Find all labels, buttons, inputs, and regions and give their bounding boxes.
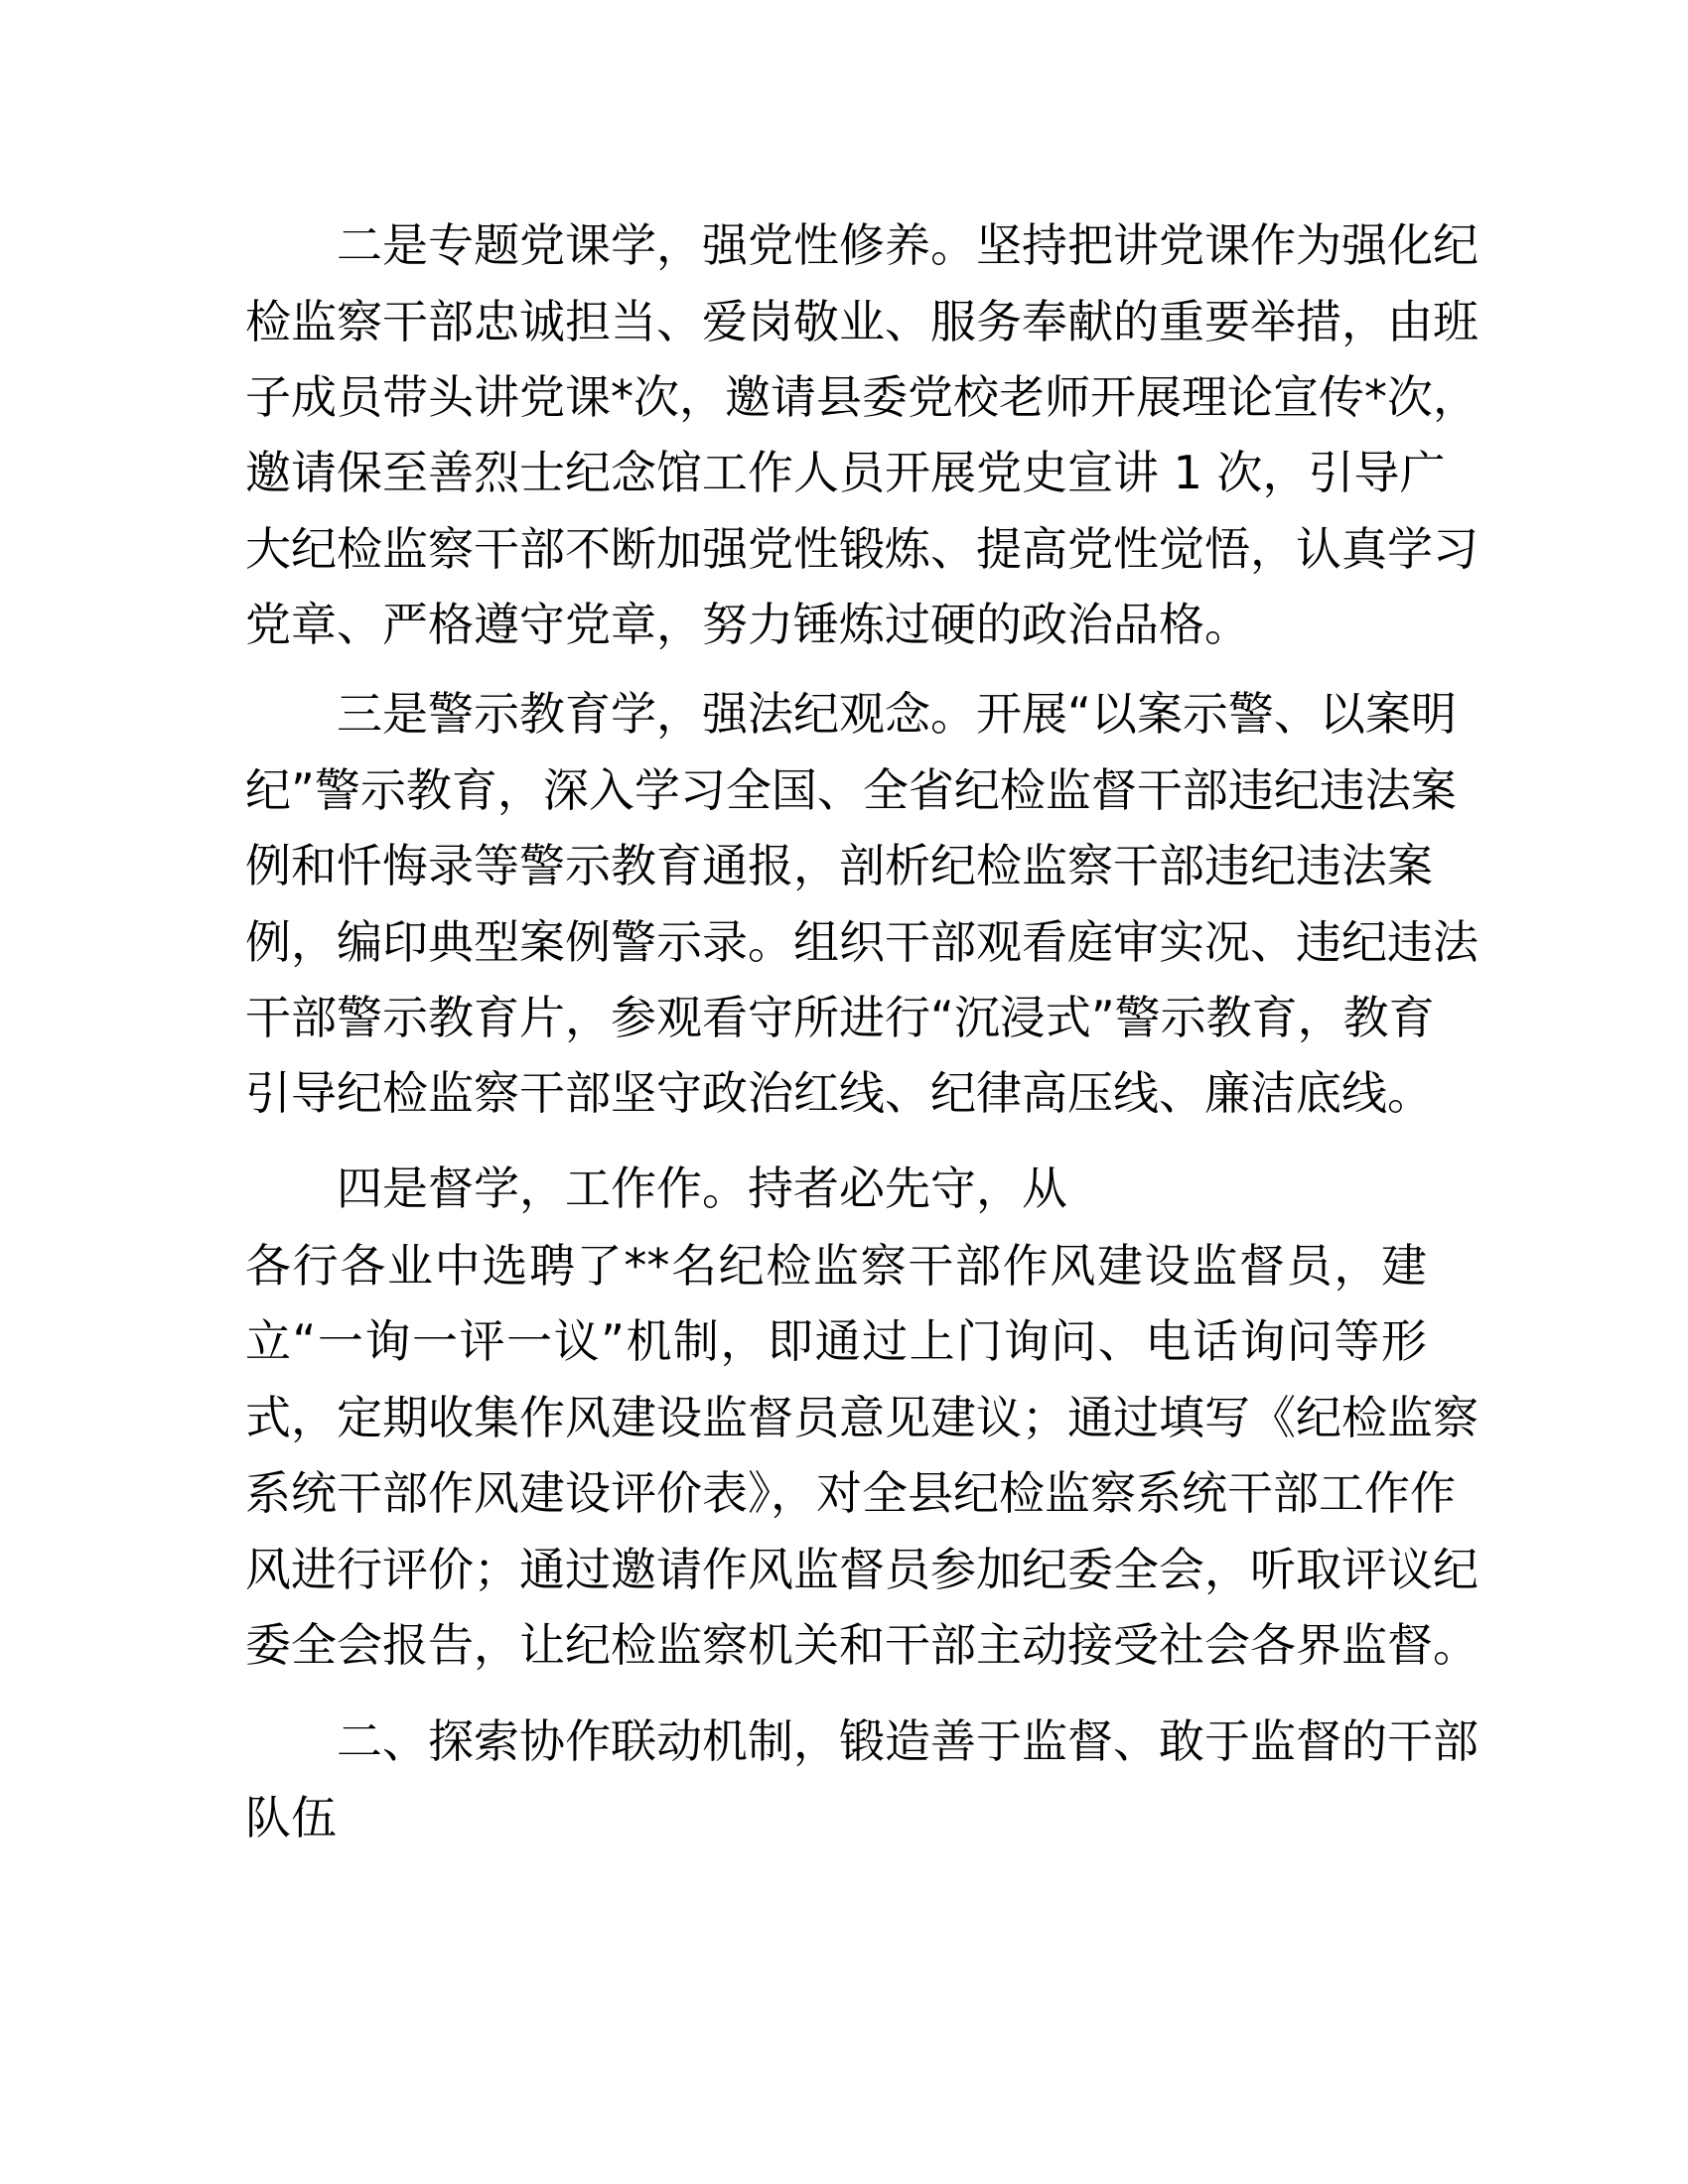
text-line: 三是警示教育学，强法纪观念。开展“以案示警、以案明 xyxy=(337,687,1457,741)
text-line: 队伍 xyxy=(245,1791,337,1844)
text-line: 立“一询一评一议”机制，即通过上门询问、电话询问等形 xyxy=(245,1314,1427,1368)
text-line: 式，定期收集作风建设监督员意见建议；通过填写《纪检监察 xyxy=(245,1391,1478,1444)
text-line: 委全会报告，让纪检监察机关和干部主动接受社会各界监督。 xyxy=(245,1618,1478,1672)
text-line: 风进行评价；通过邀请作风监督员参加纪委全会，听取评议纪 xyxy=(245,1543,1478,1596)
text-line: 纪”警示教育，深入学习全国、全省纪检监督干部违纪违法案 xyxy=(245,763,1457,817)
text-line: 干部警示教育片，参观看守所进行“沉浸式”警示教育，教育 xyxy=(245,991,1435,1044)
text-line: 例，编印典型案例警示录。组织干部观看庭审实况、违纪违法 xyxy=(245,915,1478,969)
text-line: 二是专题党课学，强党性修养。坚持把讲党课作为强化纪 xyxy=(337,218,1478,272)
text-line: 邀请保至善烈士纪念馆工作人员开展党史宣讲 1 次，引导广 xyxy=(245,446,1446,499)
text-line: 引导纪检监察干部坚守政治红线、纪律高压线、廉洁底线。 xyxy=(245,1066,1433,1120)
text-line: 系统干部作风建设评价表》，对全县纪检监察系统干部工作作 xyxy=(245,1466,1456,1520)
text-line: 例和忏悔录等警示教育通报，剖析纪检监察干部违纪违法案 xyxy=(245,839,1433,892)
text-line: 党章、严格遵守党章，努力锤炼过硬的政治品格。 xyxy=(245,598,1250,651)
text-line: 各行各业中选聘了**名纪检监察干部作风建设监督员，建 xyxy=(245,1239,1427,1293)
text-line: 二、探索协作联动机制，锻造善于监督、敢于监督的干部 xyxy=(337,1714,1478,1768)
text-line: 子成员带头讲党课*次，邀请县委党校老师开展理论宣传*次， xyxy=(245,370,1478,424)
text-line: 检监察干部忠诚担当、爱岗敬业、服务奉献的重要举措，由班 xyxy=(245,295,1478,348)
text-line: 四是督学，工作作。持者必先守，从 xyxy=(337,1161,1067,1215)
text-line: 大纪检监察干部不断加强党性锻炼、提高党性觉悟，认真学习 xyxy=(245,522,1478,576)
